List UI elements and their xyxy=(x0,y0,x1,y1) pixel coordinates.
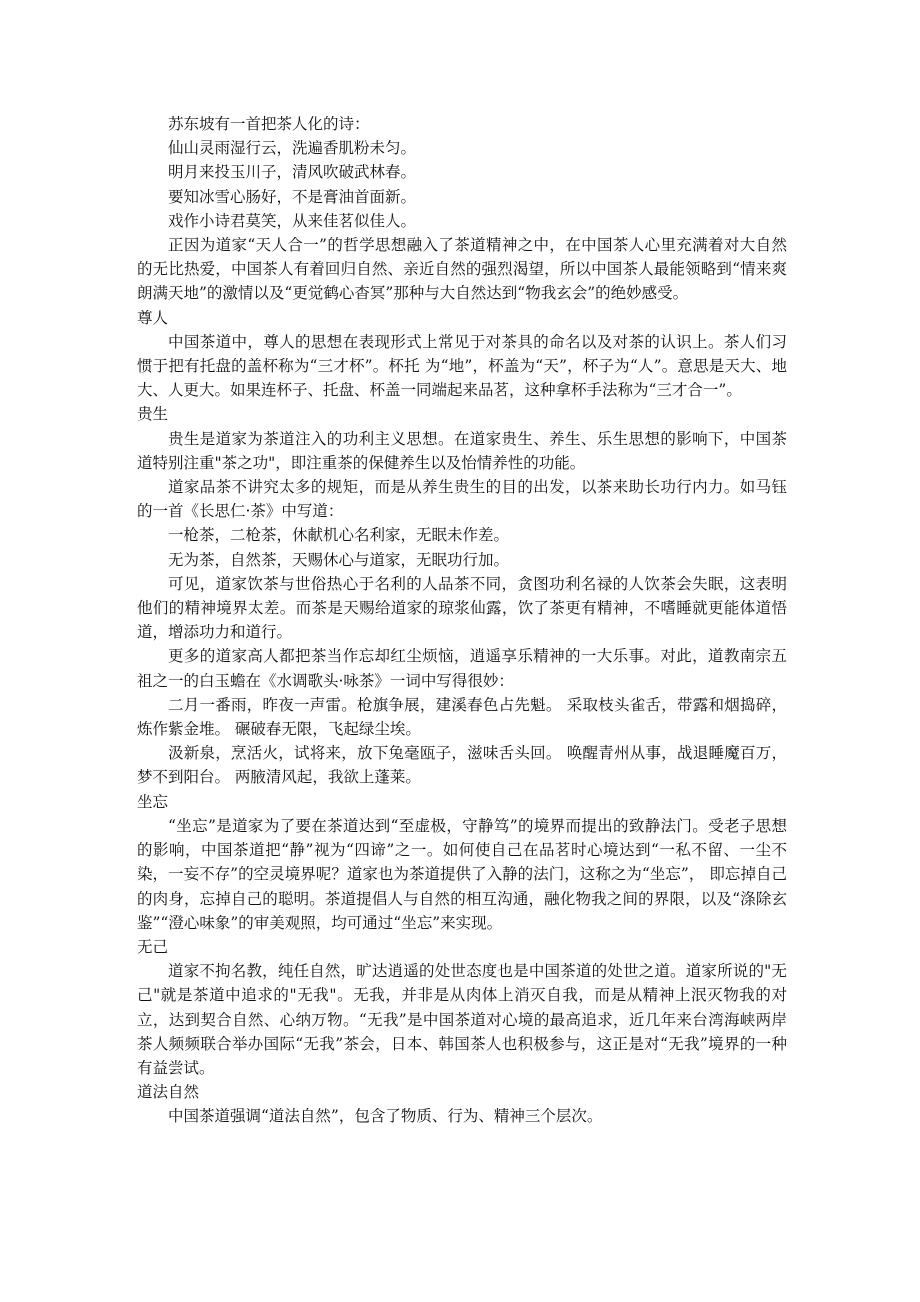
document-body xyxy=(137,112,787,1129)
section-zuowang xyxy=(137,790,787,935)
paragraph: “坐忘”是道家为了要在茶道达到“至虚极，守静笃”的境界而提出的致静法门。受老子思想的影响，中国茶道把“静”视为“四谛”之一。如何使自己在品茗时心境达到“一私不留、一尘不染，一妄不存”的空灵境界呢？道家也为茶道提供了入静的法门，这称之为“坐忘”， 即忘掉自己的肉身，忘掉自己的聪明。茶道提倡人与自然的相互沟通，融化物我之间的界限，以及“涤除玄鉴”“澄心味象”的审美观照，均可通过“坐忘”来实现。 xyxy=(137,816,787,932)
paragraph: 可见，道家饮茶与世俗热心于名利的人品茶不同，贪图功利名禄的人饮茶会失眠，这表明他们的精神境界太差。而茶是天赐给道家的琼浆仙露，饮了茶更有精神，不嗜睡就更能体道悟道，增添功力和道行。 xyxy=(137,574,787,642)
section-heading: 贵生 xyxy=(137,405,169,424)
paragraph: 道家不拘名教，纯任自然，旷达逍遥的处世态度也是中国茶道的处世之道。道家所说的"无己"就是茶道中追求的"无我"。无我，并非是从肉体上消灭自我，而是从精神上泯灭物我的对立，达到契合自然、心纳万物。“无我”是中国茶道对心境的最高追求，近几年来台湾海峡两岸茶人频频联合举办国际“无我”茶会，日本、韩国茶人也积极参与，这正是对“无我”境界的一种有益尝试。 xyxy=(137,962,787,1077)
poem-line: 要知冰雪心肠好，不是膏油首面新。 xyxy=(168,187,417,206)
paragraph: 道家品茶不讲究太多的规矩，而是从养生贵生的目的出发，以茶来助长功行内力。如马钰的一首《长思仁·茶》中写道： xyxy=(137,478,787,521)
poem-stanza: 汲新泉，烹活火，试将来，放下兔毫瓯子，滋味舌头回。 唤醒青州从事，战退睡魔百万，梦不到阳台。 两腋清风起，我欲上蓬莱。 xyxy=(137,744,787,787)
section-heading: 无己 xyxy=(137,937,169,956)
paragraph: 更多的道家高人都把茶当作忘却红尘烦恼，逍遥享乐精神的一大乐事。对此，道教南宗五祖之一的白玉蟾在《水调歌头·咏茶》一词中写得很妙： xyxy=(137,647,787,690)
section-daofaziran xyxy=(137,1080,787,1128)
section-guisheng xyxy=(137,402,787,789)
poem-line: 戏作小诗君莫笑，从来佳茗似佳人。 xyxy=(168,211,417,230)
section-heading: 道法自然 xyxy=(137,1083,200,1102)
paragraph: 苏东坡有一首把茶人化的诗： xyxy=(168,115,370,133)
section-heading: 坐忘 xyxy=(137,792,169,811)
poem-line: 仙山灵雨湿行云，洗遍香肌粉未匀。 xyxy=(168,139,417,158)
paragraph: 贵生是道家为茶道注入的功利主义思想。在道家贵生、养生、乐生思想的影响下，中国茶道特别注重"茶之功"，即注重茶的保健养生以及怡情养性的功能。 xyxy=(137,429,787,472)
poem-line: 一枪茶，二枪茶，休献机心名利家，无眠未作差。 xyxy=(168,526,510,545)
section-heading: 尊人 xyxy=(137,308,169,327)
paragraph: 中国茶道中，尊人的思想在表现形式上常见于对茶具的命名以及对茶的认识上。茶人们习惯于把有托盘的盖杯称为“三才杯”。杯托 为“地”，杯盖为“天”，杯子为“人”。意思是天大、地大、人更大。如果连杯子、托盘、杯盖一同端起来品茗，这种拿杯手法称为“三才合一”。 xyxy=(137,332,787,400)
paragraph: 中国茶道强调“道法自然”，包含了物质、行为、精神三个层次。 xyxy=(168,1107,603,1126)
poem-line: 无为茶，自然茶，天赐休心与道家，无眠功行加。 xyxy=(168,550,510,569)
section-zunren xyxy=(137,306,787,403)
paragraph: 正因为道家“天人合一”的哲学思想融入了茶道精神之中，在中国茶人心里充满着对大自然的无比热爱，中国茶人有着回归自然、亲近自然的强烈渴望，所以中国茶人最能领略到“情来爽朗满天地”的激情以及“更觉鹤心杳冥”那种与大自然达到“物我玄会”的绝妙感受。 xyxy=(137,236,787,303)
intro-block xyxy=(137,112,787,306)
poem-line: 明月来投玉川子，清风吹破武林春。 xyxy=(168,163,417,182)
section-wuji xyxy=(137,935,787,1080)
poem-stanza: 二月一番雨，昨夜一声雷。枪旗争展，建溪春色占先魁。 采取枝头雀舌，带露和烟捣碎，炼作紫金堆。 碾破春无限，飞起绿尘埃。 xyxy=(137,695,787,739)
